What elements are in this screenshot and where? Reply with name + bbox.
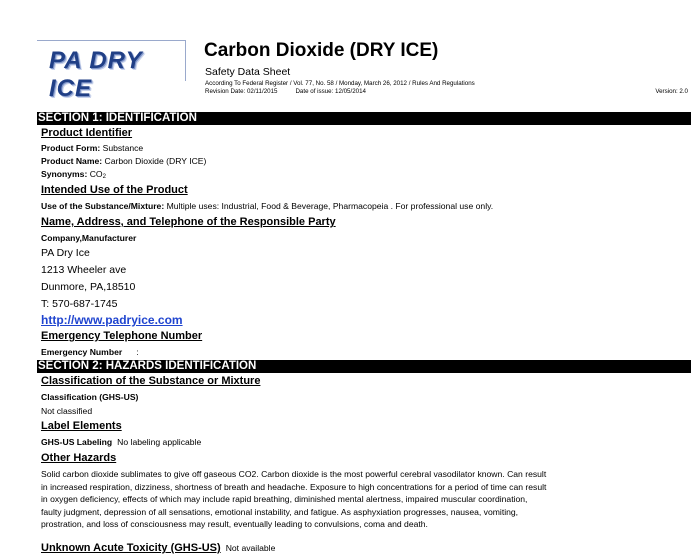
intended-use-heading: Intended Use of the Product	[41, 184, 188, 196]
product-form-line	[41, 143, 143, 153]
product-form-value: Substance	[100, 143, 144, 153]
synonyms-value: CO	[87, 169, 103, 179]
address-line-1: 1213 Wheeler ave	[41, 264, 127, 276]
labeling-value: No labeling applicable	[117, 437, 202, 447]
responsible-party-heading: Name, Address, and Telephone of the Responsible Party	[41, 216, 336, 228]
hazard-text-line: faulty judgment, depression of all sensations, emotional instability, and fatigue. As asphyxiation progresses, nausea, vomiting,	[41, 506, 519, 517]
company-name: PA Dry Ice	[41, 247, 90, 259]
address-line-2: Dunmore, PA,18510	[41, 281, 136, 293]
hazard-text-line: prostration, and loss of consciousness may result, eventually leading to convulsions, coma and death.	[41, 519, 428, 530]
synonyms-line	[41, 169, 106, 180]
company-logo	[37, 40, 186, 102]
product-identifier-heading: Product Identifier	[41, 127, 133, 139]
hazard-text-line: Solid carbon dioxide sublimates to give off gaseous CO2. Carbon dioxide is the most powerful cerebral vasodilator known. Can result	[41, 469, 547, 479]
logo-text: PA DRY ICE	[49, 47, 143, 102]
issue-date: Date of issue: 12/05/2014	[295, 88, 366, 95]
use-line	[41, 201, 493, 211]
product-form-label: Product Form:	[41, 143, 101, 153]
hazard-text-line: in oxygen deficiency, effects of which may include rapid breathing, diminished mental alertness, impaired muscular coordination,	[41, 494, 528, 505]
phone-line: T: 570-687-1745	[41, 298, 118, 310]
other-hazards-paragraph	[41, 468, 693, 531]
document-title: Carbon Dioxide (DRY ICE)	[204, 40, 439, 61]
revision-info	[205, 88, 366, 95]
classification-value: Not classified	[41, 406, 93, 416]
product-name-line	[41, 156, 206, 166]
labeling-line	[41, 437, 201, 447]
revision-date: Revision Date: 02/11/2015	[205, 88, 278, 95]
classification-label-line	[41, 392, 138, 402]
synonyms-label: Synonyms:	[41, 169, 88, 179]
company-label-line	[41, 233, 136, 243]
classification-label: Classification (GHS-US)	[41, 392, 139, 402]
emergency-line	[41, 347, 139, 357]
emergency-value: :	[136, 347, 139, 357]
regulation-reference: According To Federal Register / Vol. 77, No. 58 / Monday, March 26, 2012 / Rules And Regulations	[205, 80, 475, 87]
unknown-toxicity-heading: Unknown Acute Toxicity (GHS-US)	[41, 542, 221, 554]
use-label: Use of the Substance/Mixture:	[41, 201, 165, 211]
document-subtitle: Safety Data Sheet	[205, 66, 291, 78]
label-elements-heading: Label Elements	[41, 420, 122, 432]
website-link[interactable]: http://www.padryice.com	[41, 313, 183, 327]
company-label: Company,Manufacturer	[41, 233, 137, 243]
other-hazards-heading: Other Hazards	[41, 452, 117, 464]
section2-bar: SECTION 2: HAZARDS IDENTIFICATION	[37, 360, 691, 373]
product-name-value: Carbon Dioxide (DRY ICE)	[102, 156, 207, 166]
emergency-heading: Emergency Telephone Number	[41, 330, 203, 342]
version-label: Version: 2.0	[655, 88, 688, 95]
use-value: Multiple uses: Industrial, Food & Beverage, Pharmacopeia . For professional use only.	[164, 201, 494, 211]
synonyms-subscript: 2	[102, 174, 106, 180]
hazard-text-line: in increased respiration, dizziness, shortness of breath and headache. Exposure to high concentrations for a period of time can result	[41, 481, 547, 492]
unknown-toxicity-line	[41, 542, 275, 554]
emergency-label: Emergency Number	[41, 347, 123, 357]
section1-bar: SECTION 1: IDENTIFICATION	[37, 112, 691, 125]
labeling-label: GHS-US Labeling	[41, 437, 113, 447]
product-name-label: Product Name:	[41, 156, 103, 166]
unknown-toxicity-value: Not available	[225, 543, 276, 553]
classification-heading: Classification of the Substance or Mixture	[41, 375, 261, 387]
